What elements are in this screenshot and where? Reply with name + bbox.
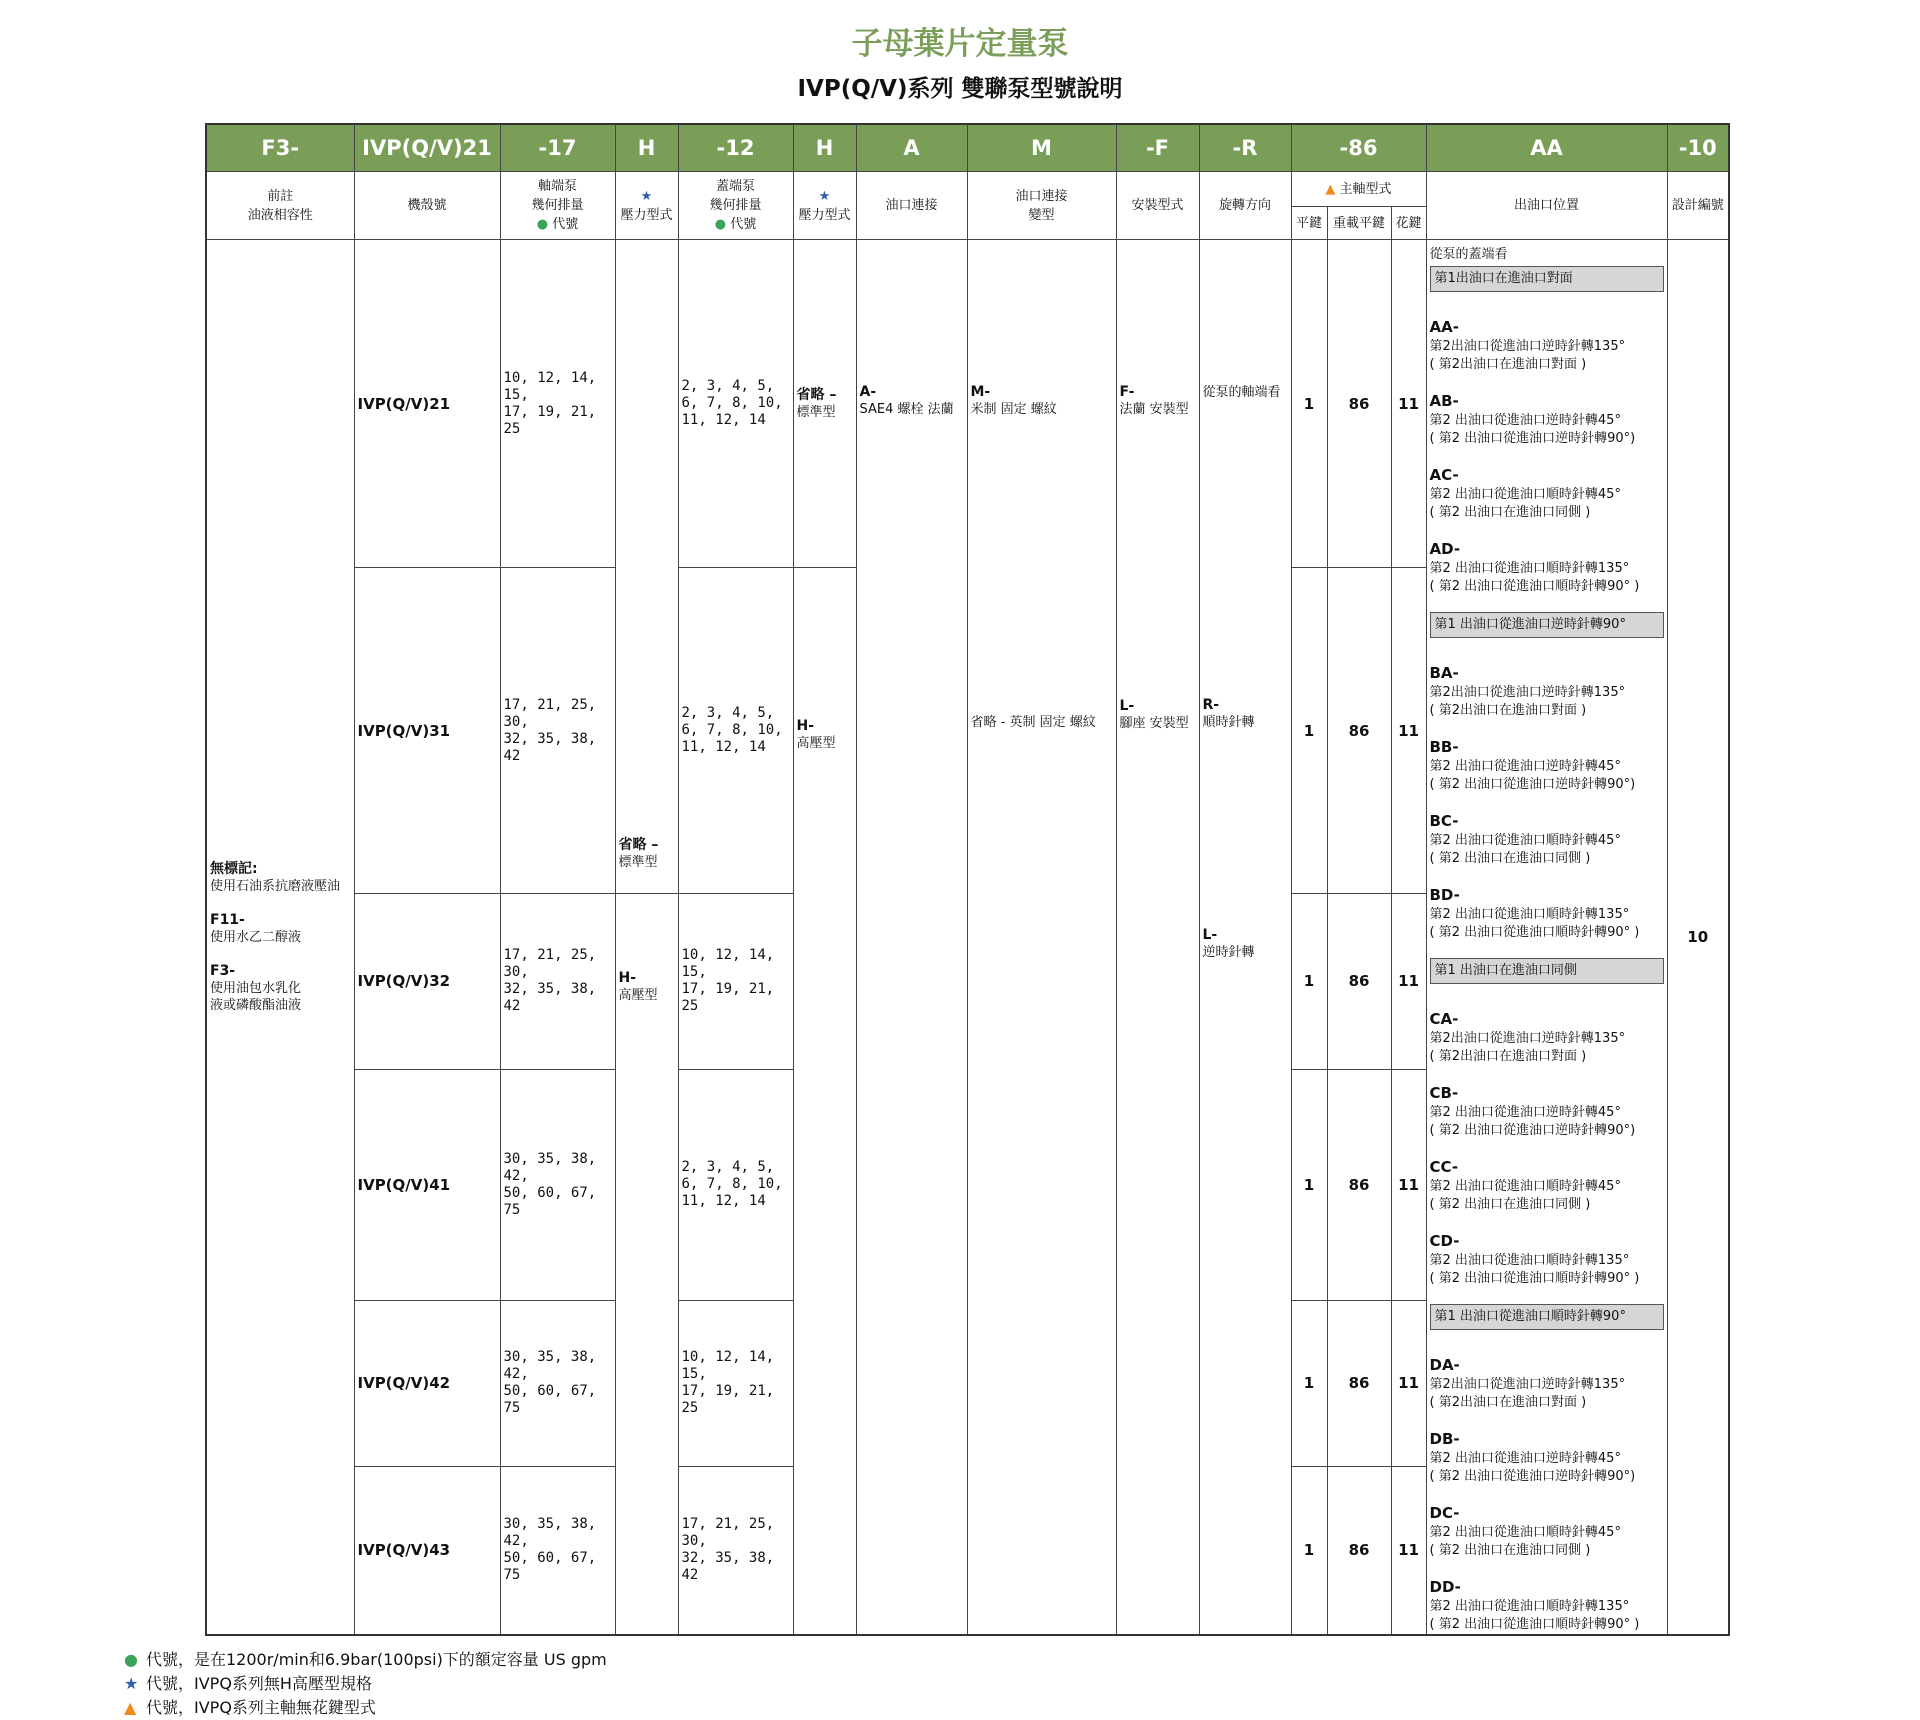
page-title: 子母葉片定量泵 [851, 26, 1069, 62]
desc-rotation: 旋轉方向 [1199, 172, 1291, 240]
pressure-cover-high: H- 高壓型 [793, 568, 856, 1636]
table-row [206, 240, 1729, 568]
desc-design: 設計編號 [1667, 172, 1729, 240]
key-spline: 11 [1391, 894, 1426, 1069]
key-flat: 1 [1291, 1069, 1327, 1300]
shaft-displacement: 17, 21, 25, 30, 32, 35, 38, 42 [500, 894, 615, 1069]
shaft-displacement: 30, 35, 38, 42, 50, 60, 67, 75 [500, 1300, 615, 1466]
outlet-option: BB- 第2 出油口從進油口逆時針轉45° ( 第2 出油口從進油口逆時針轉90°) [1429, 738, 1636, 792]
key-flat: 1 [1291, 894, 1327, 1069]
outlet-option: CB- 第2 出油口從進油口逆時針轉45° ( 第2 出油口從進油口逆時針轉90°) [1429, 1084, 1636, 1138]
footnote [124, 1648, 607, 1672]
star-icon: ★ [640, 188, 653, 204]
outlet-header: 從泵的蓋端看 [1429, 247, 1508, 262]
key-heavy: 86 [1327, 1466, 1391, 1635]
shaft-displacement: 30, 35, 38, 42, 50, 60, 67, 75 [500, 1466, 615, 1635]
mount-cell: F- 法蘭 安裝型 L- 腳座 安裝型 [1116, 240, 1199, 1636]
pressure-shaft-std: 省略 – 標準型 [615, 240, 678, 894]
port-conn-cell: A- SAE4 螺栓 法蘭 [856, 240, 967, 1636]
star-icon: ★ [818, 188, 831, 204]
key-flat: 1 [1291, 1466, 1327, 1635]
desc-cover-pump: 蓋端泵 幾何排量 ● 代號 [678, 172, 793, 240]
cover-displacement: 10, 12, 14, 15, 17, 19, 21, 25 [678, 894, 793, 1069]
code-header: H [615, 124, 678, 172]
outlet-position-cell [1426, 240, 1667, 1636]
dot-icon: ● [714, 217, 727, 232]
cover-displacement: 2, 3, 4, 5, 6, 7, 8, 10, 11, 12, 14 [678, 240, 793, 568]
outlet-option: CA- 第2出油口從進油口逆時針轉135° ( 第2出油口在進油口對面 ) [1429, 1010, 1626, 1064]
outlet-group-box: 第1 出油口從進油口逆時針轉90° [1430, 612, 1664, 638]
key-heavy: 86 [1327, 1069, 1391, 1300]
desc-port-conn: 油口連接 [856, 172, 967, 240]
design-number: 10 [1667, 240, 1729, 1636]
code-header: AA [1426, 124, 1667, 172]
outlet-option: AD- 第2 出油口從進油口順時針轉135° ( 第2 出油口從進油口順時針轉90° ) [1429, 540, 1640, 594]
footnote-text: 代號，IVPQ系列主軸無花鍵型式 [146, 1698, 376, 1717]
desc-pressure-shaft: ★ 壓力型式 [615, 172, 678, 240]
code-header: F3- [206, 124, 354, 172]
model-cell: IVP(Q/V)21 [354, 240, 500, 568]
outlet-option: BD- 第2 出油口從進油口順時針轉135° ( 第2 出油口從進油口順時針轉90° ) [1429, 886, 1640, 940]
footnote-mark-icon: ▲ [124, 1698, 137, 1717]
dot-icon: ● [536, 217, 549, 232]
key-spline: 11 [1391, 1466, 1426, 1635]
outlet-option: DD- 第2 出油口從進油口順時針轉135° ( 第2 出油口從進油口順時針轉90° ) [1429, 1578, 1640, 1632]
key-flat: 1 [1291, 1300, 1327, 1466]
desc-pressure-cover: ★ 壓力型式 [793, 172, 856, 240]
outlet-option: DC- 第2 出油口從進油口順時針轉45° ( 第2 出油口在進油口同側 ) [1429, 1504, 1621, 1558]
code-header: A [856, 124, 967, 172]
desc-port-var: 油口連接 變型 [967, 172, 1116, 240]
code-header: IVP(Q/V)21 [354, 124, 500, 172]
outlet-group-box: 第1 出油口從進油口順時針轉90° [1430, 1304, 1664, 1330]
footnote [124, 1672, 607, 1696]
outlet-option: DA- 第2出油口從進油口逆時針轉135° ( 第2出油口在進油口對面 ) [1429, 1356, 1626, 1410]
shaft-displacement: 17, 21, 25, 30, 32, 35, 38, 42 [500, 568, 615, 894]
outlet-option: BA- 第2出油口從進油口逆時針轉135° ( 第2出油口在進油口對面 ) [1429, 664, 1626, 718]
rotation-cell: 從泵的軸端看 R- 順時針轉 L- 逆時針轉 [1199, 240, 1291, 1636]
code-header: H [793, 124, 856, 172]
outlet-group-box: 第1 出油口在進油口同側 [1430, 958, 1664, 984]
outlet-option: DB- 第2 出油口從進油口逆時針轉45° ( 第2 出油口從進油口逆時針轉90°) [1429, 1430, 1636, 1484]
pressure-cover-std: 省略 – 標準型 [793, 240, 856, 568]
model-cell: IVP(Q/V)42 [354, 1300, 500, 1466]
triangle-icon: ▲ [1325, 181, 1336, 197]
code-header: M [967, 124, 1116, 172]
cover-displacement: 2, 3, 4, 5, 6, 7, 8, 10, 11, 12, 14 [678, 568, 793, 894]
key-flat: 1 [1291, 568, 1327, 894]
shaft-displacement: 30, 35, 38, 42, 50, 60, 67, 75 [500, 1069, 615, 1300]
footnote-mark-icon: ● [124, 1650, 138, 1669]
desc-model: 機殼號 [354, 172, 500, 240]
key-heavy: 86 [1327, 568, 1391, 894]
code-header: -R [1199, 124, 1291, 172]
desc-shaft-sub: 重載平鍵 [1327, 207, 1391, 240]
code-header: -17 [500, 124, 615, 172]
outlet-option: AC- 第2 出油口從進油口順時針轉45° ( 第2 出油口在進油口同側 ) [1429, 466, 1621, 520]
code-header: -86 [1291, 124, 1426, 172]
model-cell: IVP(Q/V)32 [354, 894, 500, 1069]
footnote-mark-icon: ★ [124, 1674, 139, 1693]
key-spline: 11 [1391, 568, 1426, 894]
model-cell: IVP(Q/V)41 [354, 1069, 500, 1300]
code-header: -F [1116, 124, 1199, 172]
desc-shaft-pump: 軸端泵 幾何排量 ● 代號 [500, 172, 615, 240]
pressure-shaft-high: H- 高壓型 [615, 894, 678, 1635]
cover-displacement: 2, 3, 4, 5, 6, 7, 8, 10, 11, 12, 14 [678, 1069, 793, 1300]
port-var-cell: M- 米制 固定 螺紋 省略 - 英制 固定 螺紋 [967, 240, 1116, 1636]
key-spline: 11 [1391, 240, 1426, 568]
outlet-option: CC- 第2 出油口從進油口順時針轉45° ( 第2 出油口在進油口同側 ) [1429, 1158, 1621, 1212]
key-heavy: 86 [1327, 240, 1391, 568]
footnotes [124, 1648, 607, 1720]
desc-fluid: 前註 油液相容性 [206, 172, 354, 240]
code-header: -10 [1667, 124, 1729, 172]
key-spline: 11 [1391, 1069, 1426, 1300]
desc-shaft-sub: 平鍵 [1291, 207, 1327, 240]
outlet-option: CD- 第2 出油口從進油口順時針轉135° ( 第2 出油口從進油口順時針轉90° ) [1429, 1232, 1640, 1286]
page-subtitle: IVP(Q/V)系列 雙聯泵型號說明 [797, 76, 1123, 102]
outlet-option: AA- 第2出油口從進油口逆時針轉135° ( 第2出油口在進油口對面 ) [1429, 318, 1626, 372]
cover-displacement: 10, 12, 14, 15, 17, 19, 21, 25 [678, 1300, 793, 1466]
footnote-text: 代號，IVPQ系列無H高壓型規格 [146, 1674, 372, 1693]
footnote-text: 代號，是在1200r/min和6.9bar(100psi)下的額定容量 US gpm [146, 1650, 607, 1669]
shaft-displacement: 10, 12, 14, 15, 17, 19, 21, 25 [500, 240, 615, 568]
desc-shaft-type: ▲ 主軸型式 [1291, 172, 1426, 207]
outlet-option: AB- 第2 出油口從進油口逆時針轉45° ( 第2 出油口從進油口逆時針轉90°) [1429, 392, 1636, 446]
code-header: -12 [678, 124, 793, 172]
model-cell: IVP(Q/V)31 [354, 568, 500, 894]
key-spline: 11 [1391, 1300, 1426, 1466]
cover-displacement: 17, 21, 25, 30, 32, 35, 38, 42 [678, 1466, 793, 1635]
key-flat: 1 [1291, 240, 1327, 568]
desc-outlet: 出油口位置 [1426, 172, 1667, 240]
footnote [124, 1696, 607, 1720]
key-heavy: 86 [1327, 1300, 1391, 1466]
desc-shaft-sub: 花鍵 [1391, 207, 1426, 240]
outlet-option: BC- 第2 出油口從進油口順時針轉45° ( 第2 出油口在進油口同側 ) [1429, 812, 1621, 866]
model-code-table [205, 123, 1730, 1636]
model-cell: IVP(Q/V)43 [354, 1466, 500, 1635]
key-heavy: 86 [1327, 894, 1391, 1069]
desc-mount: 安裝型式 [1116, 172, 1199, 240]
fluid-options: 無標記: 使用石油系抗磨液壓油 F11- 使用水乙二醇液 F3- 使用油包水乳化 液或磷酸酯油液 [206, 240, 354, 1636]
outlet-group-box: 第1出油口在進油口對面 [1430, 266, 1664, 292]
